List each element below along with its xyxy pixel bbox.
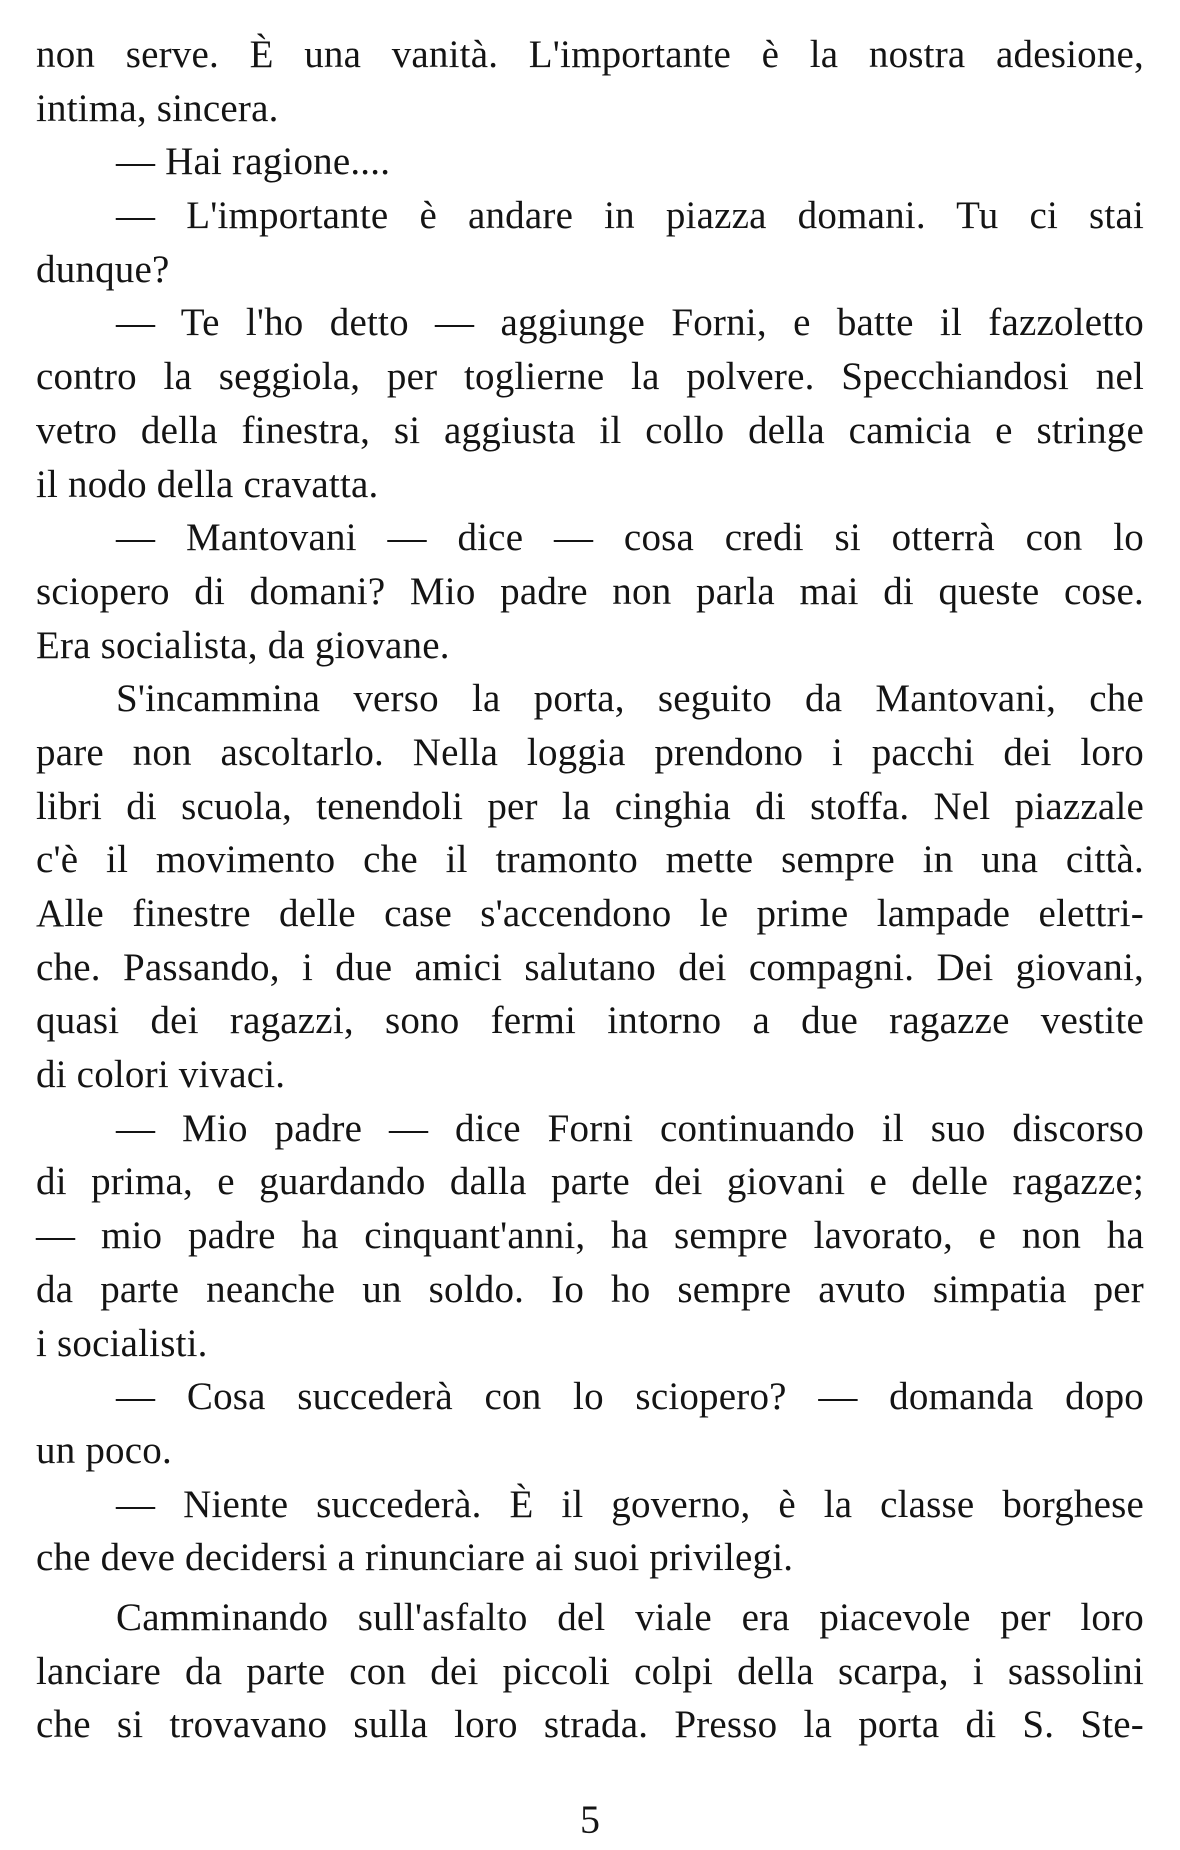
- text-line: che. Passando, i due amici salutano dei compagni. Dei giovani,: [36, 945, 1144, 989]
- text-line: — Te l'ho detto — aggiunge Forni, e batte il fazzoletto: [116, 301, 1144, 345]
- text-line: — Hai ragione....: [116, 140, 391, 184]
- text-line: il nodo della cravatta.: [36, 462, 379, 506]
- text-line: libri di scuola, tenendoli per la cinghia di stoffa. Nel piazzale: [36, 784, 1144, 828]
- text-line: dunque?: [36, 247, 170, 291]
- text-line: — Cosa succederà con lo sciopero? — domanda dopo: [116, 1375, 1144, 1419]
- text-line: S'incammina verso la porta, seguito da Mantovani, che: [116, 677, 1144, 721]
- text-line: di colori vivaci.: [36, 1053, 286, 1097]
- text-line: che si trovavano sulla loro strada. Presso la porta di S. Ste-: [36, 1703, 1144, 1747]
- text-line: lanciare da parte con dei piccoli colpi della scarpa, i sassolini: [36, 1649, 1144, 1693]
- text-line: — mio padre ha cinquant'anni, ha sempre lavorato, e non ha: [36, 1214, 1144, 1258]
- text-line: che deve decidersi a rinunciare ai suoi privilegi.: [36, 1536, 794, 1580]
- text-line: un poco.: [36, 1428, 172, 1472]
- text-line: intima, sincera.: [36, 86, 279, 130]
- text-line: i socialisti.: [36, 1321, 208, 1365]
- body-text: [36, 28, 1144, 1752]
- text-line: — Niente succederà. È il governo, è la classe borghese: [116, 1482, 1144, 1526]
- text-line: vetro della finestra, si aggiusta il collo della camicia e stringe: [36, 408, 1144, 452]
- text-line: c'è il movimento che il tramonto mette sempre in una città.: [36, 838, 1144, 882]
- text-line: Camminando sull'asfalto del viale era piacevole per loro: [116, 1595, 1144, 1639]
- text-line: Era socialista, da giovane.: [36, 623, 450, 667]
- text-line: Alle finestre delle case s'accendono le prime lampade elettri-: [36, 892, 1144, 935]
- text-line: quasi dei ragazzi, sono fermi intorno a due ragazze vestite: [36, 999, 1144, 1043]
- text-line: contro la seggiola, per toglierne la polvere. Specchiandosi nel: [36, 355, 1144, 399]
- text-line: da parte neanche un soldo. Io ho sempre avuto simpatia per: [36, 1267, 1144, 1311]
- text-line: non serve. È una vanità. L'importante è la nostra adesione,: [36, 33, 1144, 76]
- page-number: 5: [580, 1797, 600, 1842]
- text-line: — Mantovani — dice — cosa credi si otterrà con lo: [116, 516, 1144, 560]
- text-line: pare non ascoltarlo. Nella loggia prendono i pacchi dei loro: [36, 730, 1144, 774]
- text-line: — Mio padre — dice Forni continuando il suo discorso: [116, 1106, 1144, 1150]
- text-line: di prima, e guardando dalla parte dei giovani e delle ragazze;: [36, 1160, 1144, 1204]
- text-line: sciopero di domani? Mio padre non parla mai di queste cose.: [36, 569, 1144, 613]
- text-line: — L'importante è andare in piazza domani. Tu ci stai: [116, 194, 1144, 238]
